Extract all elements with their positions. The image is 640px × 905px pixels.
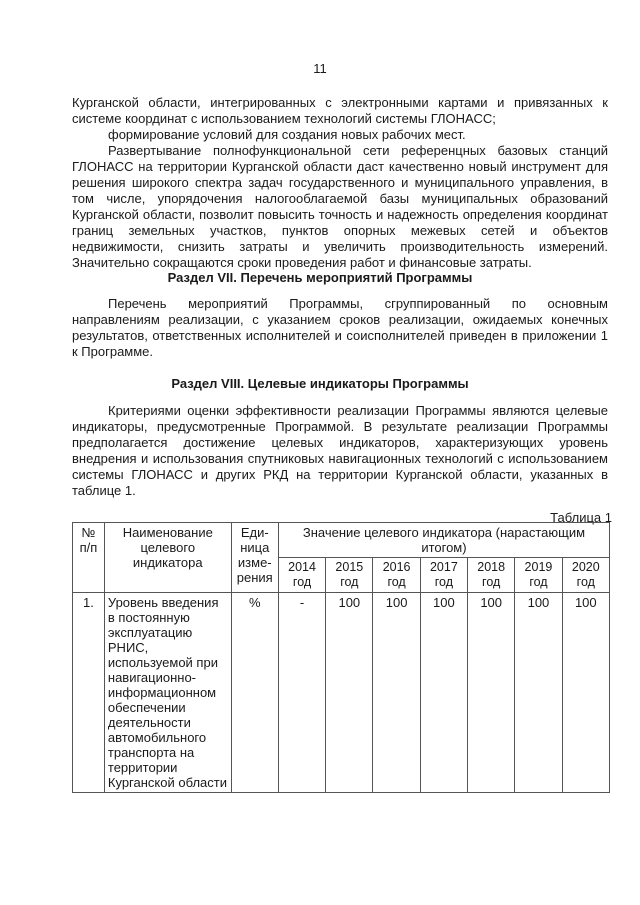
year-header: 2019 год (515, 558, 562, 593)
column-header-value-group: Значение целевого индикатора (нарастающим итогом) (278, 523, 609, 558)
column-header-name: Наименование целевого индикатора (104, 523, 231, 593)
row-value: 100 (373, 593, 420, 793)
row-value: 100 (562, 593, 609, 793)
column-header-num: № п/п (73, 523, 105, 593)
row-value: 100 (468, 593, 515, 793)
year-header: 2016 год (373, 558, 420, 593)
year-header: 2017 год (420, 558, 467, 593)
year-header: 2020 год (562, 558, 609, 593)
year-header: 2018 год (468, 558, 515, 593)
table-header-row (73, 523, 610, 558)
intro-text-block (72, 95, 608, 271)
row-value: - (278, 593, 325, 793)
row-value: 100 (420, 593, 467, 793)
paragraph: формирование условий для создания новых рабочих мест. (108, 127, 466, 142)
row-indicator-name: Уровень введения в постоянную эксплуатацию РНИС, используемой при навигационно-информационном обеспечении деятельности автомобильного транспорта на территории Курганской области (104, 593, 231, 793)
indicators-table (72, 522, 610, 793)
section-7-text-block (72, 296, 608, 360)
paragraph: Курганской области, интегрированных с электронными картами и привязанных к системе координат с использованием технологий системы ГЛОНАСС; (72, 95, 608, 126)
section-8-heading: Раздел VIII. Целевые индикаторы Программы (171, 376, 469, 391)
section-7-heading: Раздел VII. Перечень мероприятий Программы (167, 270, 473, 285)
page-number: 11 (313, 61, 327, 76)
paragraph: Развертывание полнофункциональной сети референцных базовых станций ГЛОНАСС на территории Курганской области даст качественно новый инструмент для решения широкого спектра задач государственного и муниципального управления, в том числе, упорядочения налогооблагаемой базы муниципальных образований Курганской области, позволит повысить точность и надежность определения координат границ земельных участков, пунктов опорных межевых сетей и объектов недвижимости, снизить затраты и увеличить производительность измерений. Значительно сокращаются сроки проведения работ и финансовые затраты. (72, 143, 608, 270)
table-row (73, 593, 610, 793)
row-num: 1. (73, 593, 105, 793)
paragraph: Перечень мероприятий Программы, сгруппированный по основным направлениям реализации, с указанием сроков реализации, ожидаемых конечных результатов, ответственных исполнителей и соисполнителей приведен в приложении 1 к Программе. (72, 296, 608, 359)
paragraph: Критериями оценки эффективности реализации Программы являются целевые индикаторы, предусмотренные Программой. В результате реализации Программы предполагается достижение целевых индикаторов, характеризующих уровень внедрения и использования спутниковых навигационных технологий с использованием системы ГЛОНАСС и других РКД на территории Курганской области, указанных в таблице 1. (72, 403, 608, 498)
table-caption: Таблица 1 (550, 510, 612, 525)
row-value: 100 (515, 593, 562, 793)
column-header-unit: Еди-ница изме-рения (231, 523, 278, 593)
row-unit: % (231, 593, 278, 793)
year-header: 2015 год (326, 558, 373, 593)
section-8-text-block (72, 403, 608, 499)
year-header: 2014 год (278, 558, 325, 593)
row-value: 100 (326, 593, 373, 793)
